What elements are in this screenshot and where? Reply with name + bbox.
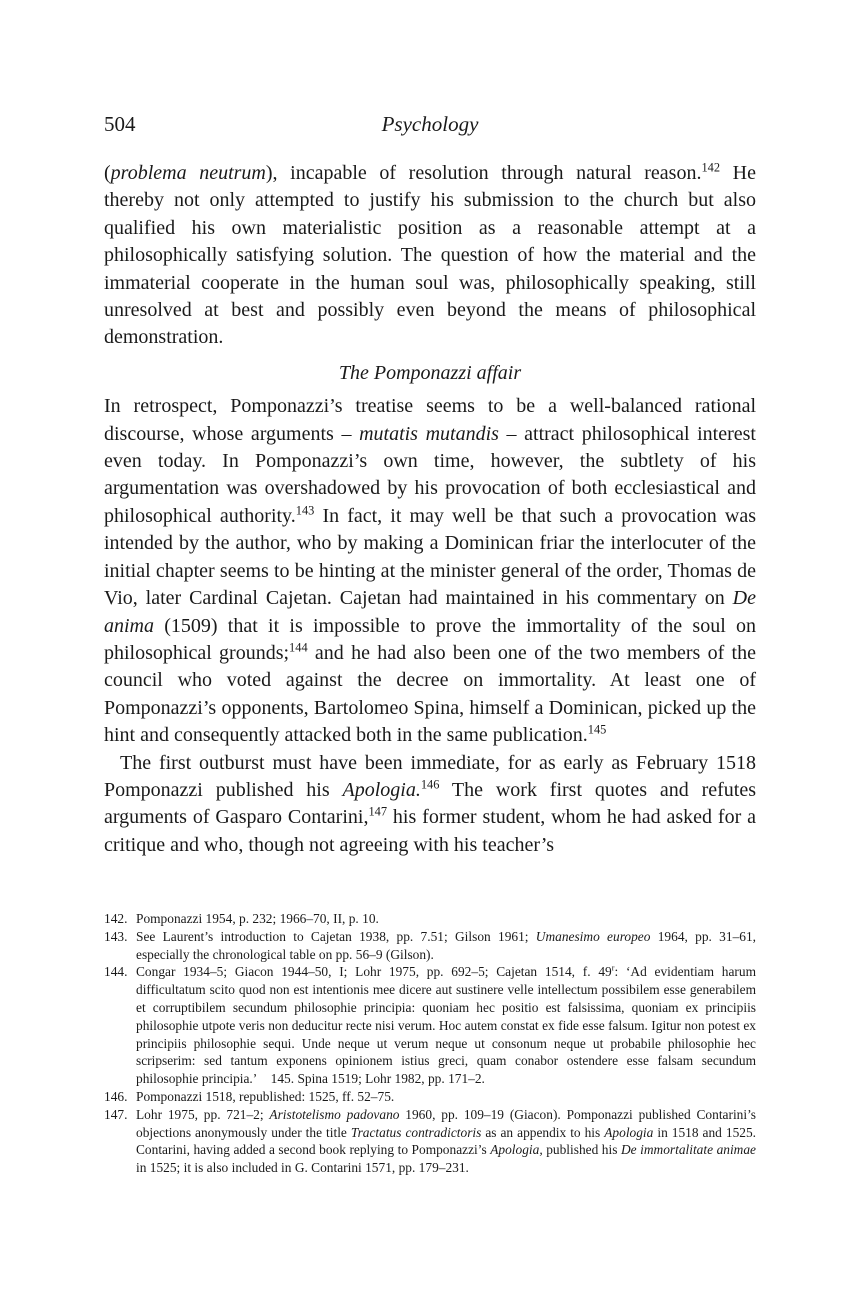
footnote-ref-145[interactable]: 145 [587, 722, 607, 737]
footnote-143 [104, 928, 756, 964]
footnote-146 [104, 1088, 756, 1106]
page-number: 504 [104, 112, 136, 136]
footnote-ref-146[interactable]: 146 [420, 777, 440, 792]
italic-term: problema neutrum [110, 162, 266, 184]
footnote-number: 143. [104, 928, 128, 944]
footnote-text: See Laurent’s introduction to Cajetan 1938, pp. 7.51; Gilson 1961; Umanesimo europeo 1964, pp. 31–61, especially the chronological table on pp. 56–9 (Gilson). [136, 928, 757, 962]
italic-term: mutatis mutandis [359, 422, 499, 445]
footnote-number: 146. [104, 1088, 128, 1104]
running-title: Psychology [381, 112, 479, 136]
footnote-number: 147. [104, 1106, 128, 1122]
footnote-text: Pomponazzi 1518, republished: 1525, ff. 52–75. [136, 1088, 395, 1104]
footnote-ref-144[interactable]: 144 [289, 640, 308, 655]
footnote-142 [104, 910, 756, 928]
footnote-ref-143[interactable]: 143 [295, 503, 315, 518]
footnote-text: Lohr 1975, pp. 721–2; Aristotelismo padovano 1960, pp. 109–19 (Giacon). Pomponazzi published Contarini’s objections anonymously under the title Tractatus contradictoris as an appendix to his Apologia in 1518 and 1525. Contarini, having added a second book replying to Pomponazzi’s Apologia, published his De immortalitate animae in 1525; it is also included in G. Contarini 1571, pp. 179–231. [136, 1106, 757, 1176]
footnote-text: Pomponazzi 1954, p. 232; 1966–70, II, p. 10. [136, 911, 379, 926]
paragraph-2: In retrospect, Pomponazzi’s treatise seems to be a well-balanced rational discourse, whose arguments – mutatis mutandis – attract philosophical interest even today. In Pomponazzi’s own time, however, the subtlety of his argumentation was overshadowed by his provocation of both ecclesiastical and philosophical authority.$^{143}$ In fact, it may well be that such a provocation was intended by the author, who by making a Dominican friar the interlocuter of the initial chapter seems to be hinting at the minister general of the order, Thomas de Vio, later Cardinal Cajetan. Cajetan had maintained in his commentary on De anima (1509) that it is impossible to prove the immortality of the soul on philosophical grounds;$^{144}$ and he had also been one of the two members of the council who voted against the decree on immortality. At least one of Pomponazzi’s opponents, Bartolomeo Spina, himself a Dominican, picked up the hint and consequently attacked both in the same publication.$^{145}$ [104, 395, 756, 747]
italic-title: Apologia. [342, 778, 421, 801]
footnote-text: Congar 1934–5; Giacon 1944–50, I; Lohr 1975, pp. 692–5; Cajetan 1514, f. 49$^r$: ‘Ad evidentiam harum difficultatum scito quod non est intentionis mee dicere aut sustinere velle intellectum possibilem esse generabilem et corruptibilem secundum philosophie principia: quoniam hec positio est falsissima, quoniam ex principiis philosophie utpote veris non deducitur recte nisi verum. Hoc autem constat ex fide esse falsum. Igitur non potest ex principiis philosophie sequi. Unde neque ut verum neque ut consonum neque ut probabile philosophie hec scripserim: sed tantum exponens opinionem istius greci, quam conabor ostendere esse falsam secundum philosophie principia.’ 145. Spina 1519; Lohr 1982, pp. 171–2. [136, 963, 756, 1087]
footnote-ref-142[interactable]: 142 [701, 160, 721, 175]
footnote-144 [104, 963, 756, 1088]
paragraph-1: (problema neutrum), incapable of resolution through natural reason.$^{142}$ He thereby not only attempted to justify his submission to the church but also qualified his own materialistic position as a reasonable attempt at a philosophically satisfying solution. The question of how the material and the immaterial cooperate in the human soul was, philosophically speaking, still unresolved at best and possibly even beyond the means of philosophical demonstration. [104, 160, 757, 349]
section-heading: The Pomponazzi affair [338, 361, 522, 384]
footnote-number: 144. [104, 964, 128, 980]
footnote-ref-147[interactable]: 147 [368, 804, 388, 819]
page-header [104, 112, 756, 142]
italic-title: De anima [104, 587, 756, 637]
footnote-number: 142. [104, 911, 128, 926]
paragraph-3: The first outburst must have been immediate, for as early as February 1518 Pomponazzi published his Apologia.$^{146}$ The work first quotes and refutes arguments of Gasparo Contarini,$^{147}$ his former student, whom he had asked for a critique and who, though not agreeing with his teacher’s [104, 751, 757, 856]
footnote-145-number: 145. [270, 1071, 295, 1087]
main-text [104, 160, 756, 859]
footnotes [104, 910, 756, 1177]
footnote-147 [104, 1106, 756, 1177]
footnote-145-text: Spina 1519; Lohr 1982, pp. 171–2. [297, 1071, 485, 1087]
